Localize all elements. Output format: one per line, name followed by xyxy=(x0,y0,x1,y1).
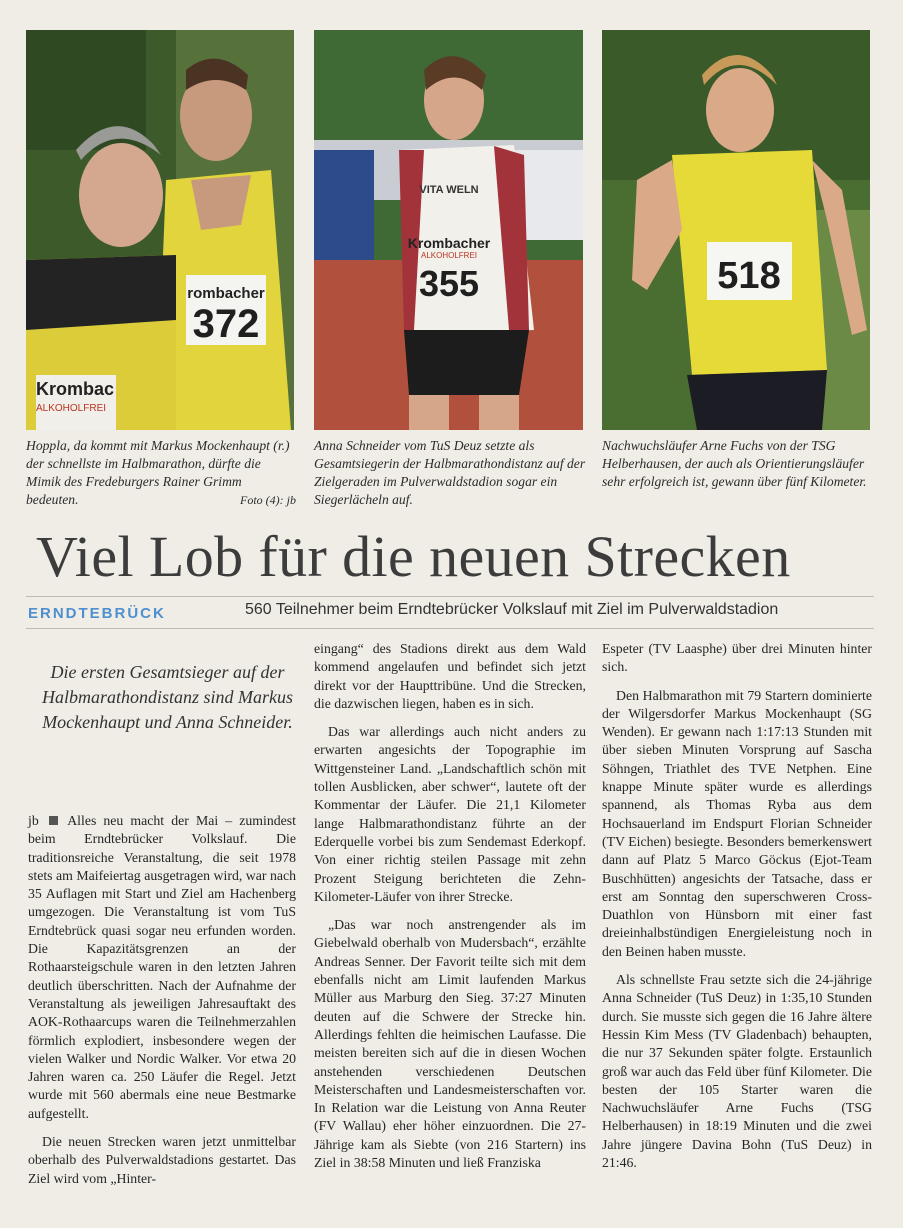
photo-runner-anna-schneider xyxy=(314,30,583,430)
bib-372: 372 xyxy=(192,302,260,346)
bib-sponsor-sub: ALKOHOLFREI xyxy=(36,403,107,414)
article-column-1 xyxy=(28,812,296,1188)
article-paragraph: Das war allerdings auch nicht anders zu erwarten angesichts der Topographie im Wittgensteiner Land. „Landschaftlich schön mit tollen Ausblicken, aber schwer“, lautete oft der Kommentar der Läufer. Die 21,1 Kilometer lange Halbmarathondistanz führte an der Ederquelle vorbei bis zum Sendemast Ederkopf. Von einer richtig steilen Passage mit zehn Prozent Steigung berichteten die Zehn-Kilometer-Läufer von ihrer Strecke. xyxy=(314,724,586,904)
article-paragraph: „Das war noch anstrengender als im Giebelwald oberhalb von Mudersbach“, erzählte Andreas Senner. Der Favorit teilte sich mit dem ebenfalls nicht am Limit laufenden Markus Müller aus Marburg den Sieg. 37:27 Minuten deuten auf die Schwere der Strecke hin. Allerdings fehlten die heimischen Laufasse. Die meisten bereiten sich auf die in diesen Wochen anstehenden verschiedenen Deutschen Meisterschaften und Landesmeisterschaften vor. In Relation war die Leistung von Anna Reuter (FV Wallau) eher höher einzuordnen. Die 27-Jährige kam als Siebte (von 216 Startern) ins Ziel in 38:58 Minuten und ließ Franziska xyxy=(314,917,586,1171)
bib-sponsor: rombacher xyxy=(187,285,265,302)
bib-sponsor: Krombacher xyxy=(407,235,491,251)
caption-photo-2: Anna Schneider vom TuS Deuz setzte als Gesamtsiegerin der Halbmarathondistanz auf der Zielgeraden im Pulverwaldstadion sogar ein Siegerlächeln auf. xyxy=(314,438,586,507)
subheadline: 560 Teilnehmer beim Erndtebrücker Volkslauf mit Ziel im Pulverwaldstadion xyxy=(245,601,779,618)
byline: jb xyxy=(28,813,39,828)
bib-518: 518 xyxy=(717,255,781,297)
bib-355: 355 xyxy=(418,263,480,304)
caption-text: Hoppla, da kommt mit Markus Mockenhaupt (r.) der schnellste im Halbmarathon, dürfte die Mimik des Fredeburgers Rainer Grimm bedeuten. xyxy=(26,438,290,507)
article-column-2 xyxy=(314,640,586,1172)
article-paragraph: Espeter (TV Laasphe) über drei Minuten hinter sich. xyxy=(602,641,872,675)
bib-sponsor-left: Krombac xyxy=(36,379,115,399)
divider-top xyxy=(26,596,874,597)
article-paragraph: Als schnellste Frau setzte sich die 24-jährige Anna Schneider (TuS Deuz) in 1:35,10 Stunden durch. Sie musste sich gegen die 16 Jahre ältere Hessin Kim Mess (TV Gladenbach) behaupten, die nur 37 Sekunden später folgte. Erstaunlich groß war auch das Feld über fünf Kilometer. Die besten der 105 Starter waren die Nachwuchsläufer Arne Fuchs (TSG Helberhausen) in 18:19 Minuten und die zwei Jahre jüngere Davina Bohn (TuS Deuz) in 21:46. xyxy=(602,972,872,1171)
article-paragraph: eingang“ des Stadions direkt aus dem Wald kommend angelaufen und befindet sich jetzt direkt vor der Haupttribüne. Und die Strecken, die dazwischen liegen, haben es in sich. xyxy=(314,641,586,711)
caption-photo-3: Nachwuchsläufer Arne Fuchs von der TSG Helberhausen, der auch als Orientierungsläufer sehr erfolgreich ist, gewann über fünf Kilometer. xyxy=(602,438,867,489)
photo-runners-mockenhaupt-grimm xyxy=(26,30,294,430)
photo-runner-arne-fuchs xyxy=(602,30,870,430)
teaser: Die ersten Gesamtsieger auf der Halbmarathondistanz sind Markus Mockenhaupt und Anna Schneider. xyxy=(41,662,293,732)
caption-photo-1 xyxy=(26,437,296,509)
bib-sponsor-sub: ALKOHOLFREI xyxy=(420,251,478,260)
shirt-sponsor: VITA WELN xyxy=(419,184,479,196)
article-paragraph: Den Halbmarathon mit 79 Startern dominierte der Wilgersdorfer Markus Mockenhaupt (SG Wenden). Er gewann nach 1:17:13 Stunden mit über sieben Minuten Vorsprung auf Sascha Söhngen, Triathlet des TVE Netphen. Eine knappe Minute später wurde es allerdings spannend, als Thomas Ryba aus dem Hochsauerland im Endspurt Florian Schneider (TV Eichen) besiegte. Besonders bemerkenswert dann auf Platz 5 Marco Göckus (Ejot-Team Buschhütten) angesichts der Tatsache, dass er erst am Sonntag den superschweren Cross-Duathlon von Hünsborn mit einer fast dreieinhalbstündigen Energieleistung noch in den Beinen haben musste. xyxy=(602,687,872,959)
kicker-location: ERNDTEBRÜCK xyxy=(28,605,166,622)
article-paragraph: jb Alles neu macht der Mai – zumindest beim Erndtebrücker Volkslauf. Die traditionsreiche Veranstaltung, die seit 1978 stets am Maifeiertag ausgetragen wird, war nach 35 Auflagen mit Start und Ziel am Hachenberg umgezogen. Die Veranstaltung ist vom TuS Erndtebrück quasi sogar neu erfunden worden. Die Kapazitätsgrenzen an der Rothaarsteigschule waren in den letzten Jahren deutlich überschritten. Nach der Aufnahme der Veranstaltung als jeweiligen Jahresauftakt des AOK-Rothaarcups waren die Teilnehmerzahlen förmlich explodiert, insbesondere wegen der vielen Walker und Nordic Walker. Vor etwa 20 Jahren waren ca. 250 Läufer die Regel. Jetzt wurde mit 560 abermals eine neue Bestmarke aufgestellt. xyxy=(28,813,296,1121)
headline: Viel Lob für die neuen Strecken xyxy=(36,524,791,589)
photo-credit: Foto (4): jb xyxy=(240,493,296,507)
article-column-3 xyxy=(602,640,872,1172)
divider-bottom xyxy=(26,628,874,629)
article-paragraph: Die neuen Strecken waren jetzt unmittelbar oberhalb des Pulverwaldstadions gestartet. Das Ziel wird vom „Hinter- xyxy=(28,1134,296,1186)
byline-square-icon xyxy=(49,816,58,825)
